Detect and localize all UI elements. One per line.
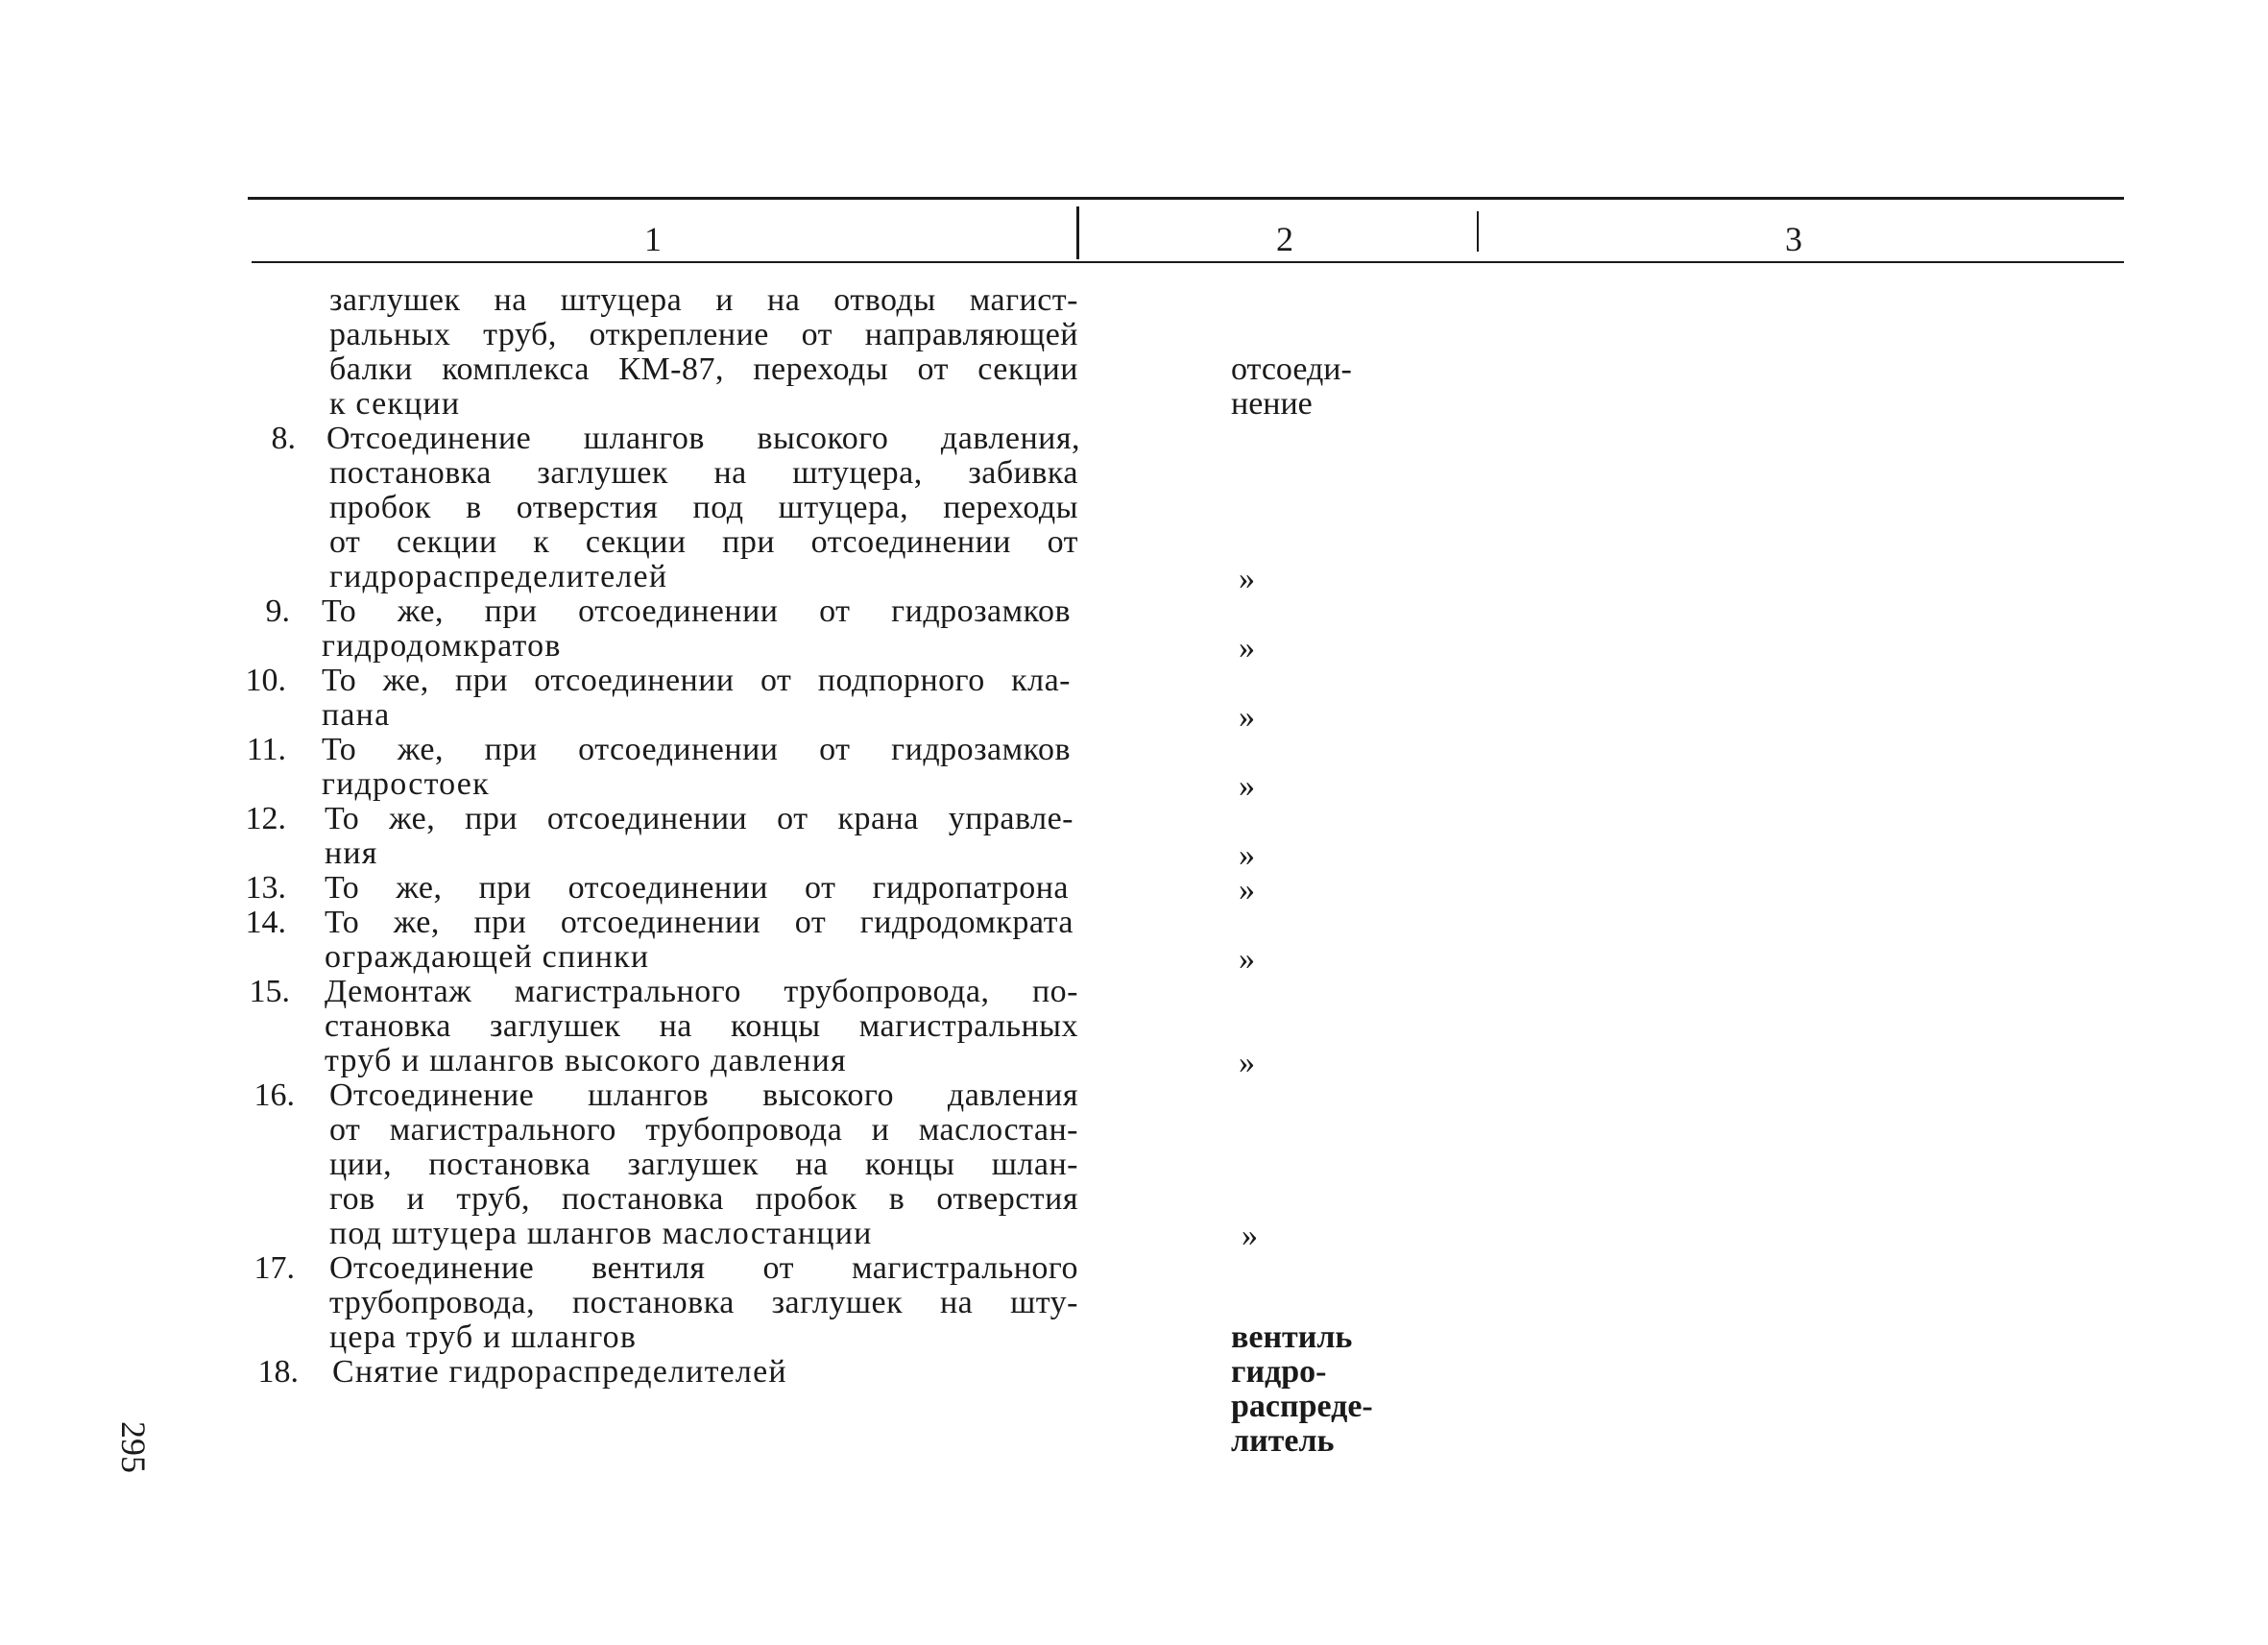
text-line: пробок в отверстия под штуцера, переходы (329, 490, 1078, 525)
text-line: ограждающей спинки (325, 939, 650, 975)
text-line: Отсоединение шлангов высокого давления, (326, 421, 1080, 456)
text-line: постановка заглушек на штуцера, забивка (329, 455, 1078, 491)
text-line: То же, при отсоединении от гидродомкрата (325, 905, 1074, 940)
row-number: 14. (245, 905, 286, 940)
row-number: 9. (265, 593, 290, 629)
text-line: гидродомкратов (322, 628, 562, 664)
column-header-1: 1 (644, 220, 662, 258)
row-number: 10. (245, 663, 286, 698)
row-number: 16. (253, 1077, 295, 1113)
text-line: под штуцера шлангов маслостанции (329, 1216, 873, 1251)
col2-text: распреде- (1231, 1389, 1373, 1424)
text-line: Отсоединение вентиля от магистрального (329, 1250, 1078, 1286)
text-line: гов и труб, постановка пробок в отверстия (329, 1181, 1078, 1217)
continuation-col2: отсоеди- (1231, 351, 1352, 387)
text-line: труб и шлангов высокого давления (325, 1043, 847, 1078)
row-number: 17. (253, 1250, 295, 1286)
column-header-3: 3 (1785, 220, 1802, 258)
column-divider-2-3 (1477, 211, 1479, 252)
ditto-mark: » (1242, 1218, 1258, 1253)
ditto-mark: » (1239, 837, 1255, 873)
header-bottom-rule (252, 261, 2124, 263)
col2-text: литель (1231, 1423, 1335, 1459)
text-line: То же, при отсоединении от подпорного кла- (322, 663, 1071, 698)
text-line: Отсоединение шлангов высокого давления (329, 1077, 1078, 1113)
text-line: от магистрального трубопровода и маслостан- (329, 1112, 1078, 1148)
ditto-mark: » (1239, 630, 1255, 665)
ditto-mark: » (1239, 699, 1255, 735)
row-number: 11. (246, 732, 286, 767)
page-number: 295 (114, 1421, 153, 1473)
ditto-mark: » (1239, 941, 1255, 977)
ditto-mark: » (1239, 768, 1255, 804)
column-header-2: 2 (1276, 220, 1293, 258)
ditto-mark: » (1239, 872, 1255, 907)
text-line: То же, при отсоединении от гидрозамков (322, 593, 1071, 629)
row-number: 15. (249, 974, 290, 1009)
row-number: 12. (245, 801, 286, 836)
text-line: Демонтаж магистрального трубопровода, по- (325, 974, 1078, 1009)
text-line: гидростоек (322, 766, 490, 802)
text-line: То же, при отсоединении от крана управле- (325, 801, 1074, 836)
row-number: 18. (257, 1354, 299, 1390)
text-line: к секции (329, 386, 461, 422)
text-line: трубопровода, постановка заглушек на шту- (329, 1285, 1078, 1320)
col2-text: вентиль (1231, 1319, 1353, 1355)
row-number: 13. (245, 870, 286, 906)
text-line: То же, при отсоединении от гидропатрона (325, 870, 1069, 906)
row-number: 8. (271, 421, 296, 456)
text-line: ции, постановка заглушек на концы шлан- (329, 1147, 1078, 1182)
text-line: цера труб и шлангов (329, 1319, 638, 1355)
text-line: ния (325, 835, 378, 871)
text-line: пана (322, 697, 391, 733)
text-line: гидрораспределителей (329, 559, 668, 594)
text-line: заглушек на штуцера и на отводы магист- (329, 282, 1078, 318)
text-line: становка заглушек на концы магистральных (325, 1008, 1078, 1044)
text-line: ральных труб, открепление от направляющей (329, 317, 1078, 352)
ditto-mark: » (1239, 1045, 1255, 1080)
text-line: от секции к секции при отсоединении от (329, 524, 1078, 560)
text-line: Снятие гидрораспределителей (332, 1354, 787, 1390)
col2-text: гидро- (1231, 1354, 1327, 1390)
ditto-mark: » (1239, 561, 1255, 596)
continuation-col2: нение (1231, 386, 1313, 422)
table-top-rule (248, 197, 2124, 200)
column-divider-1-2 (1076, 206, 1079, 259)
text-line: То же, при отсоединении от гидрозамков (322, 732, 1071, 767)
text-line: балки комплекса КМ-87, переходы от секции (329, 351, 1078, 387)
